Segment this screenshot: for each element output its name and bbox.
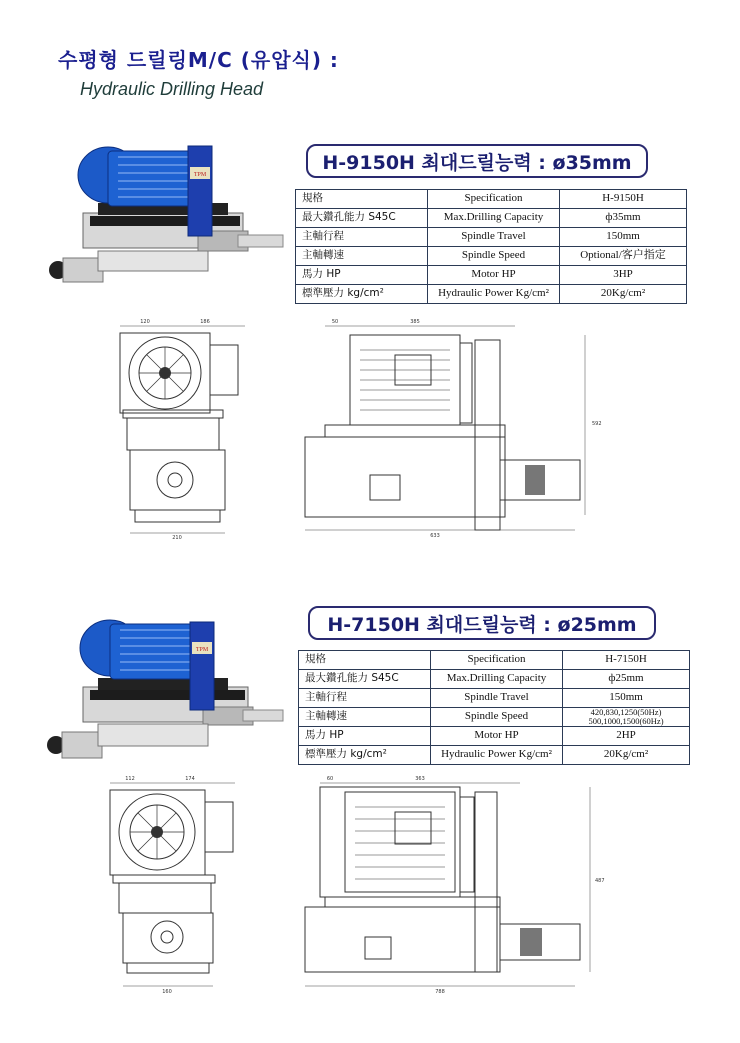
page-subtitle: Hydraulic Drilling Head [80,79,264,99]
model-heading-h7150h [308,606,656,640]
table-row [296,266,687,285]
dimension-label: 50 [331,319,339,325]
dimension-label: 60 [326,776,334,782]
motor-nameplate: TPM [193,172,207,178]
spec-value: Optional/客户指定 [560,247,687,266]
spec-label: 主軸轉速 [299,708,431,727]
spec-name: Motor HP [428,266,560,285]
table-row [296,190,687,209]
spec-value: 20Kg/cm² [560,285,687,304]
front-view-drawing-h7150h [95,772,245,997]
spec-name: Spindle Travel [428,228,560,247]
spec-label: 規格 [296,190,428,209]
spec-name: Specification [428,190,560,209]
spec-label: 主軸行程 [296,228,428,247]
spec-name: Max.Drilling Capacity [431,670,563,689]
table-row [299,689,690,708]
dimension-label: 210 [172,535,182,540]
spec-label: 馬力 HP [296,266,428,285]
table-row [296,209,687,228]
model-heading-h9150h [306,144,648,178]
page-title: 수평형 드릴링M/C (유압식) : [58,48,339,72]
table-row [299,727,690,746]
spec-value: ф35mm [560,209,687,228]
dimension-label: 487 [595,878,605,884]
dimension-label: 112 [125,776,135,782]
spec-label: 主軸轉速 [296,247,428,266]
spec-name: Spindle Speed [428,247,560,266]
product-photo-h7150h [38,612,288,767]
dimension-label: 385 [410,319,420,325]
dimension-label: 633 [430,533,440,539]
spec-name: Hydraulic Power Kg/cm² [428,285,560,304]
spec-label: 最大鑽孔能力 S45C [296,209,428,228]
front-view-drawing-h9150h [105,315,255,540]
spec-label: 標準壓力 kg/cm² [296,285,428,304]
table-row [299,708,690,727]
spec-value: 3HP [560,266,687,285]
dimension-label: 160 [162,989,172,995]
table-row [299,746,690,765]
spec-name: Spindle Travel [431,689,563,708]
spec-table-h9150h [295,189,687,304]
dimension-label: 186 [200,319,210,325]
side-view-drawing-h9150h [265,315,605,540]
spec-label: 主軸行程 [299,689,431,708]
product-photo-h9150h [38,143,288,293]
spec-value: H-9150H [560,190,687,209]
model-heading-text: H-9150H 최대드릴능력 : ø35mm [322,151,632,174]
table-row [299,670,690,689]
spec-value: 2HP [563,727,690,746]
table-row [299,651,690,670]
spec-label: 最大鑽孔能力 S45C [299,670,431,689]
spec-name: Hydraulic Power Kg/cm² [431,746,563,765]
spec-label: 標準壓力 kg/cm² [299,746,431,765]
dimension-label: 363 [415,776,425,782]
motor-nameplate: TPM [195,647,209,653]
dimension-label: 788 [435,989,445,995]
spec-table-h7150h [298,650,690,765]
spec-name: Max.Drilling Capacity [428,209,560,228]
spec-value: 20Kg/cm² [563,746,690,765]
spec-value: 420,830,1250(50Hz) 500,1000,1500(60Hz) [563,708,690,727]
spec-label: 規格 [299,651,431,670]
table-row [296,285,687,304]
model-heading-text: H-7150H 최대드릴능력 : ø25mm [327,613,637,636]
spec-value: H-7150H [563,651,690,670]
spec-value: 150mm [563,689,690,708]
spec-label: 馬力 HP [299,727,431,746]
spec-value: ф25mm [563,670,690,689]
table-row [296,228,687,247]
spec-name: Spindle Speed [431,708,563,727]
dimension-label: 174 [185,776,195,782]
spec-value: 150mm [560,228,687,247]
spec-name: Specification [431,651,563,670]
side-view-drawing-h7150h [270,772,610,997]
table-row [296,247,687,266]
dimension-label: 592 [592,421,602,427]
spec-name: Motor HP [431,727,563,746]
dimension-label: 120 [140,319,150,325]
